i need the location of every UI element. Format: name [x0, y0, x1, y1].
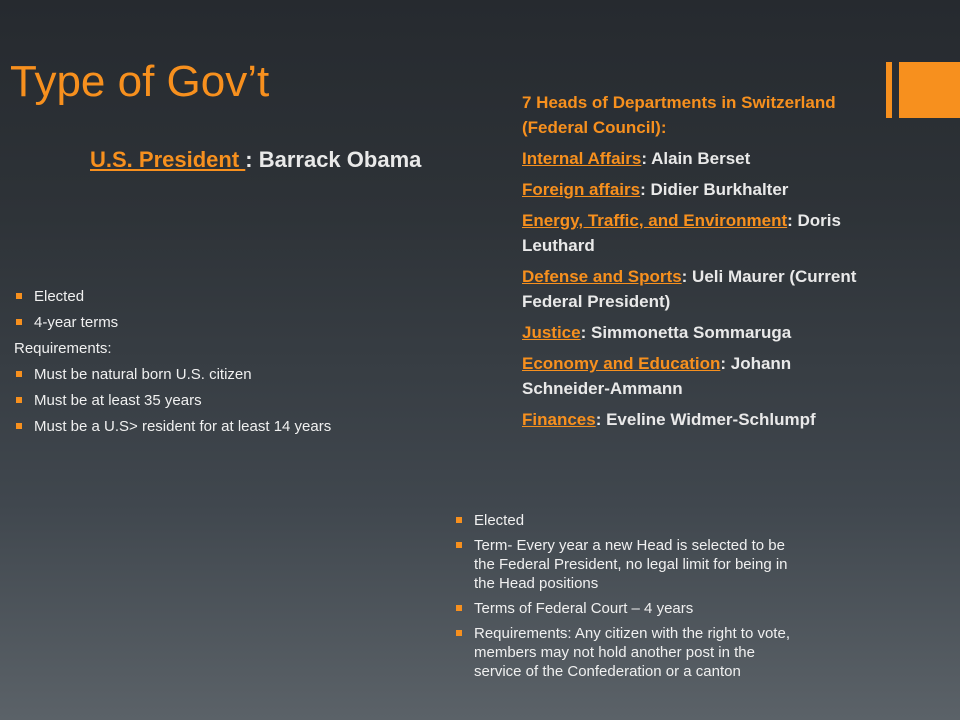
list-item: Elected	[14, 287, 359, 306]
department-link[interactable]: Economy and Education	[522, 354, 721, 373]
department-head: : Ueli Maurer (Current Federal President)	[522, 267, 857, 311]
list-item: Must be at least 35 years	[14, 391, 359, 410]
department-head: : Johann Schneider-Ammann	[522, 354, 792, 398]
department-head: : Simmonetta Sommaruga	[580, 323, 792, 342]
department-item	[522, 351, 867, 401]
department-link[interactable]: Energy, Traffic, and Environment	[522, 211, 788, 230]
department-item	[522, 146, 867, 171]
decorative-bar-thick	[899, 62, 960, 118]
slide-title: Type of Gov’t	[10, 57, 270, 106]
decorative-bar-thin	[886, 62, 892, 118]
list-item: Must be natural born U.S. citizen	[14, 365, 359, 384]
list-item: Requirements: Any citizen with the right to vote, members may not hold another post in the service of the Confederation or a canton	[454, 624, 806, 681]
requirements-label: Requirements:	[14, 340, 112, 357]
department-item	[522, 177, 867, 202]
department-link[interactable]: Foreign affairs	[522, 180, 641, 199]
swiss-terms-list	[454, 511, 806, 687]
department-link[interactable]: Justice	[522, 323, 581, 342]
swiss-council-section	[522, 90, 867, 438]
president-name: : Barrack Obama	[245, 147, 422, 172]
us-requirements-list	[14, 287, 359, 443]
list-item: Must be a U.S> resident for at least 14 years	[14, 417, 359, 436]
department-head: : Eveline Widmer-Schlumpf	[595, 410, 816, 429]
department-link[interactable]: Internal Affairs	[522, 149, 642, 168]
department-item	[522, 264, 867, 314]
department-head: : Alain Berset	[641, 149, 751, 168]
list-item: 4-year terms	[14, 313, 359, 332]
department-item	[522, 208, 867, 258]
department-link[interactable]: Finances	[522, 410, 596, 429]
council-heading: 7 Heads of Departments in Switzerland (Federal Council):	[522, 93, 836, 137]
list-item: Terms of Federal Court – 4 years	[454, 599, 806, 618]
department-item	[522, 320, 867, 345]
department-item	[522, 407, 867, 432]
department-head: : Didier Burkhalter	[640, 180, 789, 199]
list-item: Term- Every year a new Head is selected to be the Federal President, no legal limit for being in the Head positions	[454, 536, 806, 593]
list-item: Elected	[454, 511, 806, 530]
president-heading	[90, 145, 430, 175]
department-head: : Doris Leuthard	[522, 211, 841, 255]
department-link[interactable]: Defense and Sports	[522, 267, 682, 286]
president-link[interactable]: U.S. President	[90, 147, 246, 172]
